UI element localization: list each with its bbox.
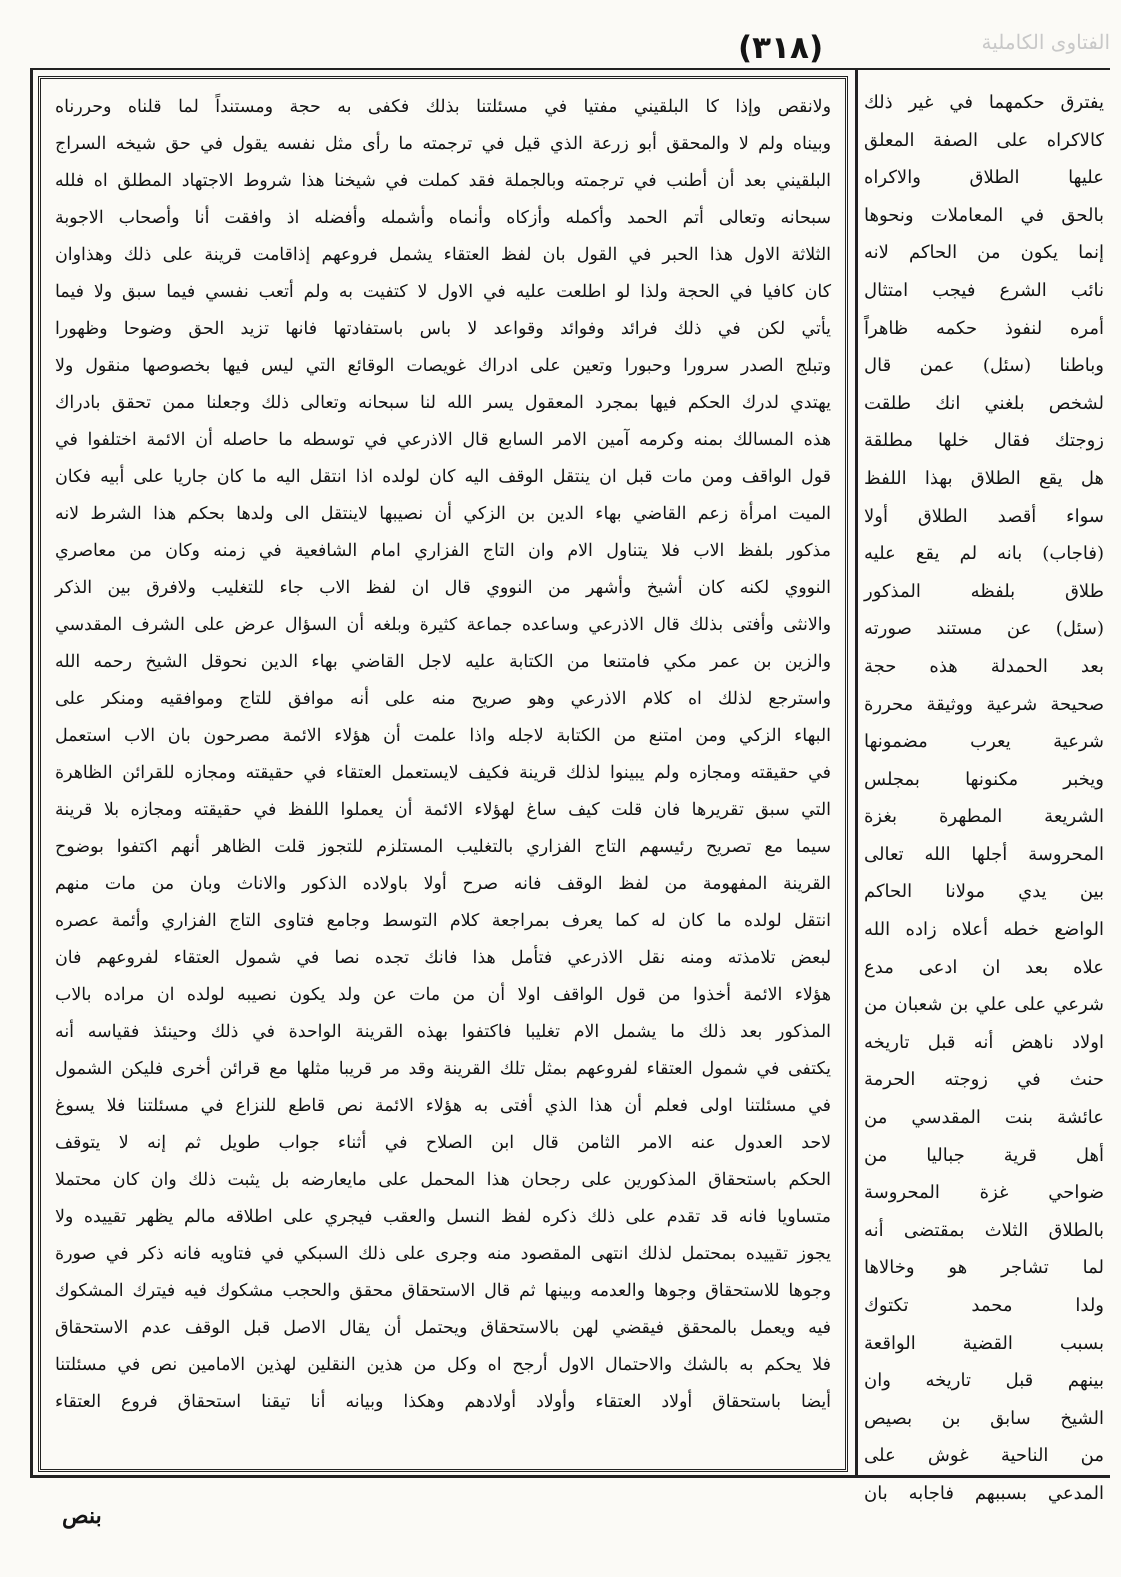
margin-text-line: حنث في زوجته الحرمة — [864, 1069, 1104, 1091]
margin-text-line: ولدا محمد تكتوك — [864, 1295, 1104, 1316]
margin-text-line: أهل قرية جباليا من — [864, 1144, 1104, 1166]
margin-text-line: (سئل) عن مستند صورته — [864, 618, 1104, 640]
margin-text-line: الشيخ سابق بن بصيص — [864, 1407, 1104, 1429]
main-text-line: يهتدي لدرك الحكم فيها بمجرد المعقول يسر الله لنا سبحانه وتعالى ذلك وجعلنا ممن تحقق بادراك — [55, 393, 831, 413]
main-text-line: التي سبق تقريرها فان قلت كيف ساغ لهؤلاء الائمة أن يعملوا اللفظ في حقيقته ومجازه بلا قرينة — [55, 800, 831, 820]
margin-text-line: علاه بعد ان ادعى مدع — [864, 956, 1104, 978]
faint-header: الفتاوى الكاملية — [981, 30, 1110, 54]
main-text-line: هذه المسالك بمنه وكرمه آمين الامر السابع قال الاذرعي في توسطه ما حاصله أن الائمة اختلفوا في — [55, 430, 831, 450]
margin-text-line: إنما يكون من الحاكم لانه — [864, 242, 1104, 264]
main-text-line: يكتفى في شمول العتقاء لفروعهم بمثل تلك القرينة وقد مر قريبا مثلها مع قرائن أخرى فليكن الشمول — [55, 1059, 831, 1079]
main-text-line: مذكور بلفظ الاب فلا يتناول الام وان التاج الفزاري امام الشافعية في زمنه وكان من معاصري — [55, 541, 831, 561]
main-text-line: الثلاثة الاول هذا الحبر في القول بان لفظ العتقاء يشمل فروعهم إذاقامت قرينة على ذلك وهذاوان — [55, 245, 831, 265]
margin-text-line: نائب الشرع فيجب امتثال — [864, 279, 1104, 301]
main-text-line: والزين بن عمر مكي فامتنعا من الكتابة عليه لاجل القاضي بهاء الدين نحوقل الشيخ رحمه الله — [55, 652, 831, 672]
margin-text-line: كالاكراه على الصفة المعلق — [864, 129, 1104, 151]
margin-text-line: شرعية يعرب مضمونها — [864, 731, 1104, 753]
margin-text-line: عليها الطلاق والاكراه — [864, 167, 1104, 189]
main-text-line: أيضا باستحقاق أولاد العتقاء وأولاد أولادهم وهكذا وبيانه أنا تيقنا استحقاق فروع العتقاء — [55, 1392, 831, 1412]
main-text-line: لاحد العدول عنه الامر الثامن قال ابن الصلاح في أثناء جواب طويل ثم إنه لا يتوقف — [55, 1133, 831, 1153]
margin-text-line: يفترق حكمهما في غير ذلك — [864, 92, 1104, 113]
margin-text-line: شرعي على علي بن شعبان من — [864, 994, 1104, 1016]
margin-text-line: لما تشاجر هو وخالاها — [864, 1257, 1104, 1279]
main-text-line: انتقل لولده ما كان له كما يعرف بمراجعة كلام التوسط وجامع فتاوى التاج الفزاري وأئمة عصره — [55, 911, 831, 931]
margin-text-line: طلاق بلفظه المذكور — [864, 580, 1104, 602]
margin-text-line: الواضع خطه أعلاه زاده الله — [864, 919, 1104, 941]
margin-text-line: بالحق في المعاملات ونحوها — [864, 204, 1104, 226]
main-text-line: المذكور بعد ذلك ما يشمل الام تغليبا فاكتفوا بهذه القرينة الواحدة في ذلك وحينئذ فقياسه أنه — [55, 1022, 831, 1042]
main-text-line: لبعض تلامذته ومنه نقل الاذرعي فتأمل هذا فانك تجده نصا في شمول العتقاء لفروعهم فان — [55, 948, 831, 968]
margin-text-line: بعد الحمدلة هذه حجة — [864, 655, 1104, 677]
margin-text-line: أمره لنفوذ حكمه ظاهراً — [864, 317, 1104, 339]
margin-text-line: (فاجاب) بانه لم يقع عليه — [864, 543, 1104, 565]
margin-text-line: من الناحية غوش على — [864, 1445, 1104, 1467]
margin-text-line: بالطلاق الثلاث بمقتضى أنه — [864, 1219, 1104, 1241]
main-text-line: يجوز تقييده بمحتمل لذلك انتهى المقصود منه وجرى على ذلك السبكي في فتاويه فانه ذكر في صورة — [55, 1244, 831, 1264]
main-text-line: والانثى وأفتى بذلك قال الاذرعي وساعده جماعة كثيرة وبلغه أن السؤال عرض على الشرف المقدسي — [55, 615, 831, 635]
margin-text-line: الشريعة المطهرة بغزة — [864, 806, 1104, 828]
main-text-line: هؤلاء الائمة أخذوا من قول الواقف اولا أن من مات عن ولد يكون نصيبه لولده ان مراده بالاب — [55, 985, 831, 1005]
margin-text-line: المحروسة أجلها الله تعالى — [864, 843, 1104, 865]
main-text-line: البهاء الزكي ومن امتنع من الكتابة لاجله واذا علمت أن هؤلاء الائمة مصرحون بان الاب استعمل — [55, 726, 831, 746]
main-text-line: يأتي لكن في ذلك فرائد وفوائد وقواعد لا باس باستفادتها فانها تزيد الحق وضوحا وظهورا — [55, 319, 831, 339]
margin-text-line: لشخص بلغني انك طلقت — [864, 392, 1104, 414]
main-text-line: الحكم باستحقاق المذكورين على رجحان هذا المحمل على مايعارضه بل يثبت ذلك وان كان محتملا — [55, 1170, 831, 1190]
main-text-line: قول الواقف ومن مات قبل ان ينتقل الوقف اليه كان لولده اذا انتقل اليه ما كان جاريا على أبيه فكان — [55, 467, 831, 487]
main-text-line: فيه ويعمل بالمحقق فيقضي لهن بالاستحقاق ويحتمل أن يقال الاصل قبل الوقف عدم الاستحقاق — [55, 1318, 831, 1338]
margin-text-line: صحيحة شرعية ووثيقة محررة — [864, 693, 1104, 715]
margin-text-line: بينهم قبل تاريخه وان — [864, 1370, 1104, 1392]
main-text-line: وجوها للاستحقاق وجوها والعدمه وبينها ثم قال الاستحقاق محقق والحجب مشكوك فيه فيترك المشكوك — [55, 1281, 831, 1301]
main-text-line: كان كافيا في الحجة ولذا لو اطلعت عليه في الاول لا كتفيت به ولم أتعب نفسي فيما سبق ولا فيما — [55, 282, 831, 302]
main-text-line: في مسئلتنا اولى فعلم أن هذا الذي أفتى به هؤلاء الائمة نص قاطع للنزاع في مسئلتنا فلا يسوغ — [55, 1096, 831, 1116]
main-text-column — [38, 76, 848, 1472]
main-text-line: واسترجع لذلك اه كلام الاذرعي وهو صريح منه على أنه موافق للتاج وموافقيه ومنكر على — [55, 689, 831, 709]
main-text-line: سيما مع تصريح رئيسهم التاج الفزاري بالتغليب المستلزم للتجوز قلت الظاهر أنهم اكتفوا بوضوح — [55, 837, 831, 857]
main-text-line: فلا يحكم به بالشك والاحتمال الاول أرجح اه وكل من هذين النقلين لهذين الامامين نص في مسئلتنا — [55, 1355, 831, 1375]
main-text-line: ولانقص وإذا كا البلقيني مفتيا في مسئلتنا بذلك فكفى به حجة ومستنداً لما قلناه وحررناه — [55, 97, 831, 117]
margin-text-line: هل يقع الطلاق بهذا اللفظ — [864, 467, 1104, 489]
main-text-line: الميت امرأة زعم القاضي بهاء الدين بن الزكي أن نصيبها لاينتقل الى ولدها بحكم هذا الشرط لانه — [55, 504, 831, 524]
main-text-line: وبيناه ولم لا والمحقق أبو زرعة الذي قيل في ترجمته ما رأى مثل نفسه يقول في حق شيخه السراج — [55, 134, 831, 154]
catchword: بنص — [62, 1503, 102, 1529]
page-number: (۳۱۸) — [738, 30, 824, 66]
margin-text-column — [860, 76, 1110, 1504]
main-text-line: النووي لكنه كان أشيخ وأشهر من النووي قال ان لفظ الاب جاء للتغليب ولافرق بين الذكر — [55, 578, 831, 598]
main-text-line: وتبلج الصدر سرورا وحبورا وتعين على ادراك غويصات الوقائع التي ليس فيها بخصوصها منقول ولا — [55, 356, 831, 376]
margin-text-line: عائشة بنت المقدسي من — [864, 1107, 1104, 1129]
margin-text-line: سواء أقصد الطلاق أولا — [864, 505, 1104, 527]
main-text-line: متساويا فانه قد تقدم على ذلك ذكره لفظ النسل والعقب فيجري على اطلاقه مالم يظهر تقييده ولا — [55, 1207, 831, 1227]
main-text-line: البلقيني بعد أن أطنب في ترجمته وبالجملة فقد كملت في شيخنا هذا شروط الاجتهاد المطلق اه فلله — [55, 171, 831, 191]
margin-text-line: اولاد ناهض أنه قبل تاريخه — [864, 1031, 1104, 1053]
margin-text-line: المدعي بسببهم فاجابه بان — [864, 1482, 1104, 1504]
margin-text-line: بين يدي مولانا الحاكم — [864, 881, 1104, 903]
margin-text-line: وباطنا (سئل) عمن قال — [864, 355, 1104, 377]
main-text-line: سبحانه وتعالى أتم الحمد وأكمله وأزكاه وأنماه وأشمله وأفضله اذ وافقت أنا وأصحاب الاجوبة — [55, 208, 831, 228]
main-text-line: القرينة المفهومة من لفظ الوقف فانه صرح أولا باولاده الذكور والاناث وبان من مات منهم — [55, 874, 831, 894]
main-text-line: في حقيقته ومجازه ولم يبينوا لذلك قرينة فكيف لايستعمل العتقاء في حقيقته ومجازه للقرائن الظاهرة — [55, 763, 831, 783]
margin-text-line: ويخبر مكنونها بمجلس — [864, 768, 1104, 790]
margin-text-line: زوجتك فقال خلها مطلقة — [864, 430, 1104, 452]
margin-text-line: بسبب القضية الواقعة — [864, 1332, 1104, 1354]
margin-text-line: ضواحي غزة المحروسة — [864, 1182, 1104, 1204]
